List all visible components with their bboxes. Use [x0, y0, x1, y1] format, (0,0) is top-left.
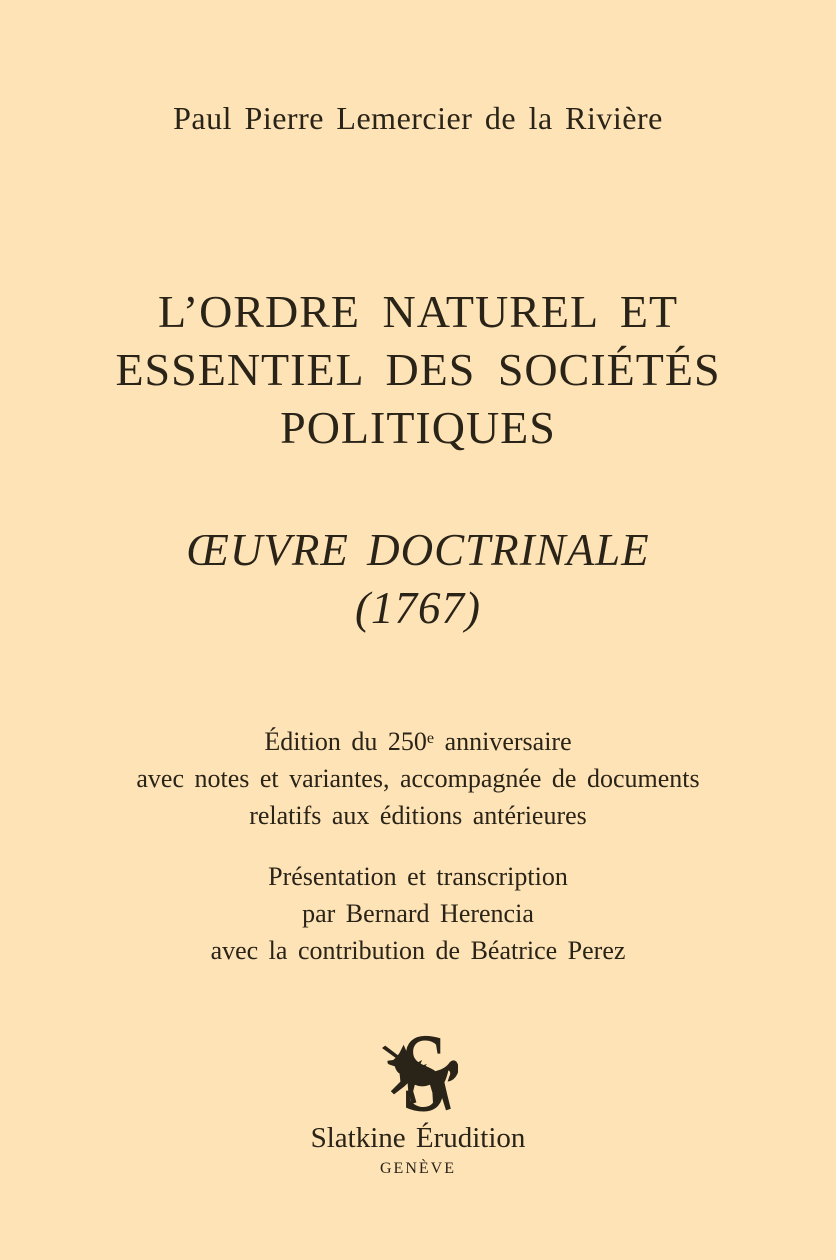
title-line: L’ORDRE NATUREL ET [157, 286, 679, 337]
presentation-line: avec la contribution de Béatrice Perez [210, 936, 626, 965]
edition-line [0, 723, 836, 760]
presentation-line: par Bernard Herencia [302, 899, 534, 928]
edition-line: relatifs aux éditions antérieures [249, 801, 587, 830]
presentation-note [0, 858, 836, 969]
edition-line1-text-after: anniversaire [434, 727, 572, 756]
title-line: POLITIQUES [280, 402, 556, 453]
subtitle-line: ŒUVRE DOCTRINALE [186, 525, 650, 575]
subtitle-line: (1767) [355, 583, 481, 633]
edition-line: avec notes et variantes, accompagnée de documents [136, 764, 700, 793]
edition-line1-text: Édition du 250 [264, 727, 427, 756]
publisher-city: GENÈVE [380, 1160, 456, 1177]
edition-line1-superscript: e [426, 729, 435, 747]
publisher-name: Slatkine Érudition [310, 1122, 526, 1154]
unicorn-s-monogram-icon [0, 1028, 836, 1116]
book-subtitle [0, 521, 836, 637]
edition-note [0, 723, 836, 834]
presentation-line: Présentation et transcription [268, 862, 568, 891]
book-title [0, 283, 836, 457]
title-line: ESSENTIEL DES SOCIÉTÉS [115, 344, 721, 395]
publisher-block [0, 1028, 836, 1178]
author-name: Paul Pierre Lemercier de la Rivière [173, 100, 663, 136]
